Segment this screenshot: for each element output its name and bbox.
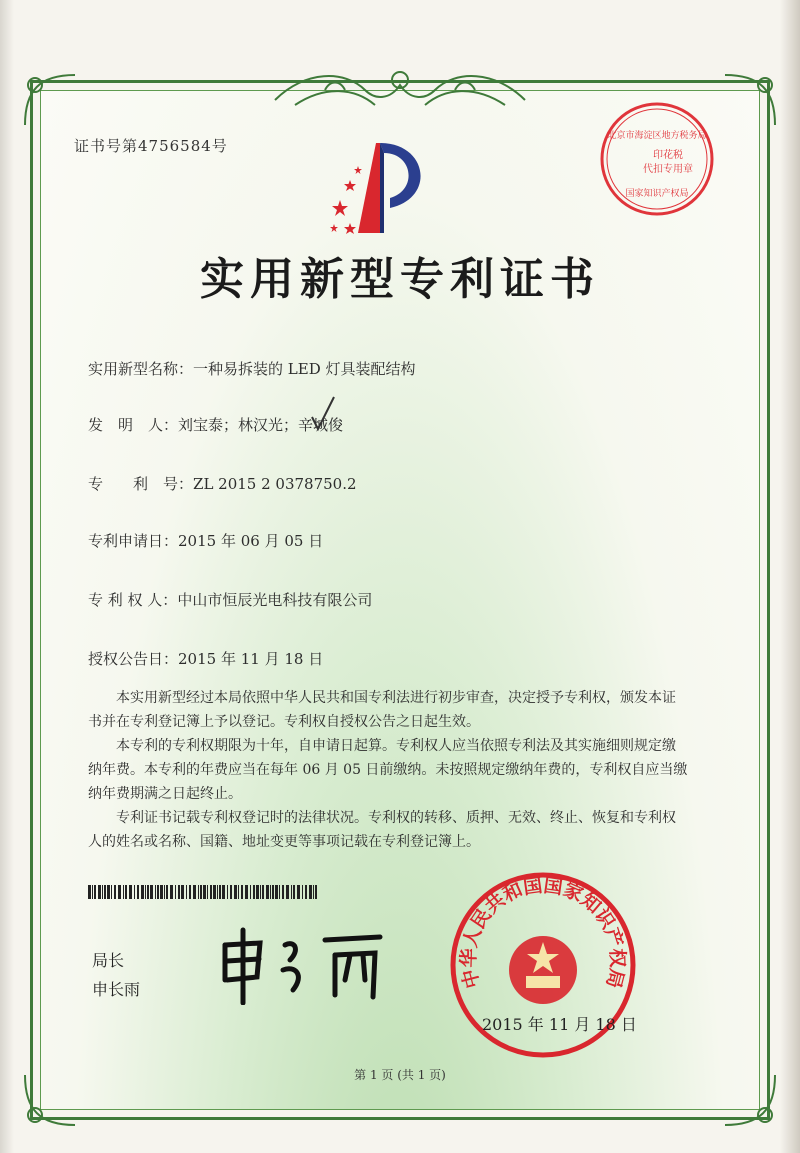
certificate-number: 证书号第4756584号 [74,137,228,155]
body-paragraph-2: 本专利的专利权期限为十年，自申请日起算。专利权人应当依照专利法及其实施细则规定缴纳年费。本专利的年费应当在每年 06 月 05 日前缴纳。未按照规定缴纳年费的，专利权自应当缴纳年费期满之日起终止。 [88,738,688,802]
barcode-icon [88,885,318,899]
field-label: 发 明 人： [88,416,179,434]
field-grant-date [88,648,323,669]
field-label: 授权公告日： [88,650,179,668]
certificate-body [88,686,688,854]
field-value: 2015 年 11 月 18 日 [178,650,324,668]
tax-stamp-seal [598,100,716,218]
director-name: 申长雨 [92,980,141,999]
patent-office-logo-icon [318,128,448,238]
svg-text:印花税: 印花税 [653,150,683,161]
director-signature [215,925,395,1005]
page-number: 第 1 页 (共 1 页) [354,1068,446,1082]
field-label: 专 利 权 人： [88,591,178,609]
corner-ornament-top-left-icon [20,70,80,130]
corner-ornament-top-right-icon [720,70,780,130]
svg-text:中华人民共和国国家知识产权局: 中华人民共和国国家知识产权局 [457,874,629,991]
field-label: 专利申请日： [88,532,179,550]
field-patentee [88,589,372,610]
seal-date: 2015 年 11 月 18 日 [482,1015,637,1034]
field-value: 中山市恒辰光电科技有限公司 [177,591,373,609]
handwritten-checkmark-icon [308,395,338,435]
field-application-date [88,530,323,551]
svg-text:国家知识产权局: 国家知识产权局 [625,189,689,199]
certificate-title: 实用新型专利证书 [200,254,600,305]
field-patent-number [88,473,357,494]
field-value: 刘宝泰；林汉光；辛城俊 [178,416,344,434]
field-value: 2015 年 06 月 05 日 [178,532,324,550]
body-paragraph-3: 专利证书记载专利权登记时的法律状况。专利权的转移、质押、无效、终止、恢复和专利权人的姓名或名称、国籍、地址变更等事项记载在专利登记簿上。 [88,810,676,850]
svg-text:北京市海淀区地方税务局: 北京市海淀区地方税务局 [607,131,707,141]
top-ornament-icon [265,60,535,120]
svg-text:代扣专用章: 代扣专用章 [643,164,693,175]
field-utility-model-name [88,358,416,379]
field-value: 一种易拆装的 LED 灯具装配结构 [193,360,416,378]
body-paragraph-1: 本实用新型经过本局依照中华人民共和国专利法进行初步审查，决定授予专利权，颁发本证书并在专利登记簿上予以登记。专利权自授权公告之日起生效。 [88,690,676,730]
field-label: 实用新型名称： [88,360,194,378]
field-value: ZL 2015 2 0378750.2 [193,475,357,493]
field-label: 专 利 号： [88,475,194,493]
director-title: 局长 [92,951,125,970]
field-inventors [88,414,343,435]
